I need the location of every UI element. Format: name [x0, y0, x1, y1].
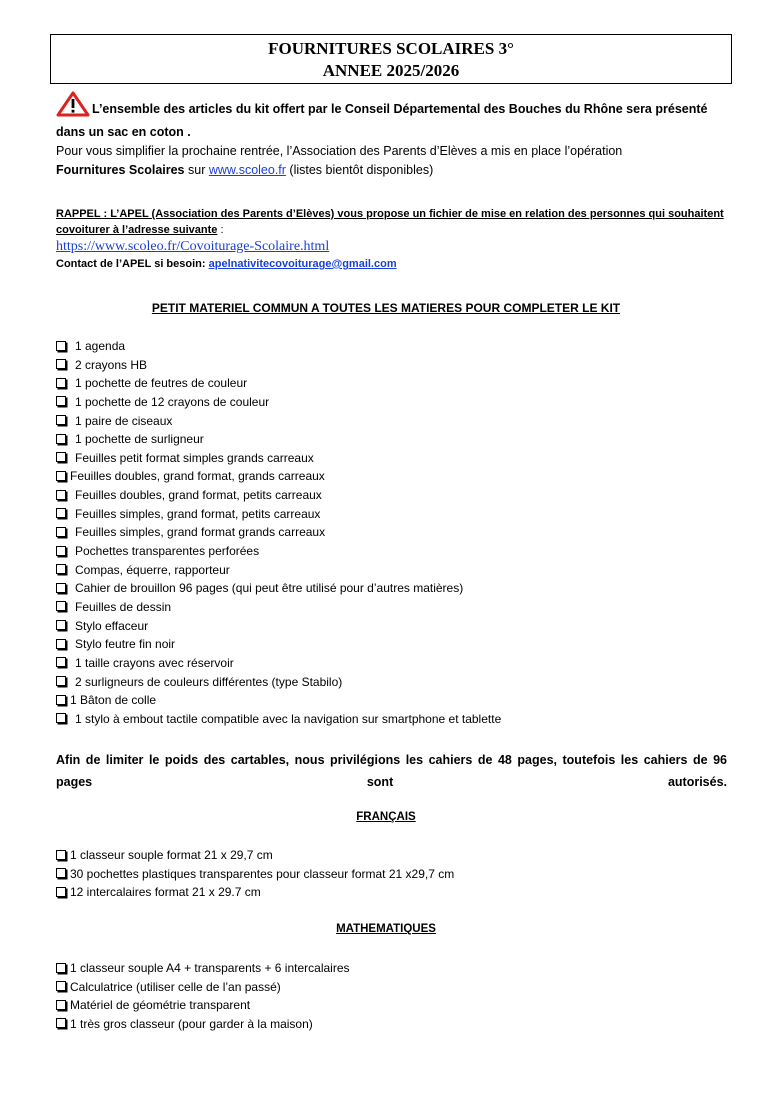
apel-operation-text: Pour vous simplifier la prochaine rentrée, l’Association des Parents d’Elèves a mis en place l’opération — [56, 144, 623, 158]
checkbox-icon — [56, 415, 66, 425]
list-item: 1 très gros classeur (pour garder à la maison) — [56, 1015, 350, 1034]
checkbox-icon — [56, 981, 66, 991]
carpool-url-link[interactable]: https://www.scoleo.fr/Covoiturage-Scolaire.html — [56, 239, 330, 254]
checkbox-icon — [56, 359, 66, 369]
list-item: Feuilles simples, grand format grands carreaux — [56, 523, 501, 542]
checkbox-icon — [56, 713, 66, 723]
checkbox-icon — [56, 434, 66, 444]
checkbox-icon — [56, 676, 66, 686]
checkbox-icon — [56, 396, 66, 406]
warning-icon — [56, 91, 90, 123]
list-item: Stylo feutre fin noir — [56, 635, 501, 654]
list-item: 1 pochette de surligneur — [56, 430, 501, 449]
list-item: Feuilles doubles, grand format, grands carreaux — [56, 467, 501, 486]
checkbox-icon — [56, 657, 66, 667]
checkbox-icon — [56, 490, 66, 500]
list-item: 2 surligneurs de couleurs différentes (type Stabilo) — [56, 673, 501, 692]
list-item: 1 pochette de feutres de couleur — [56, 374, 501, 393]
carpool-reminder — [56, 206, 746, 272]
checkbox-icon — [56, 850, 66, 860]
checkbox-icon — [56, 639, 66, 649]
list-item: 1 pochette de 12 crayons de couleur — [56, 393, 501, 412]
checkbox-icon — [56, 341, 66, 351]
list-item: Feuilles petit format simples grands carreaux — [56, 449, 501, 468]
sur-text: sur — [184, 163, 209, 177]
list-item: Feuilles doubles, grand format, petits carreaux — [56, 486, 501, 505]
francais-section-title: FRANÇAIS — [356, 811, 416, 823]
common-section-title: PETIT MATERIEL COMMUN A TOUTES LES MATIERES POUR COMPLETER LE KIT — [151, 301, 621, 315]
list-item: Matériel de géométrie transparent — [56, 996, 350, 1015]
kit-notice — [56, 91, 736, 180]
fournitures-label: Fournitures Scolaires — [56, 163, 185, 177]
common-checklist — [56, 337, 501, 728]
maths-section-title: MATHEMATIQUES — [336, 923, 436, 935]
checkbox-icon — [56, 452, 66, 462]
page-title-box — [50, 34, 732, 84]
list-item: 1 Bâton de colle — [56, 691, 501, 710]
checkbox-icon — [56, 1000, 66, 1010]
page-title: FOURNITURES SCOLAIRES 3° — [268, 39, 514, 58]
contact-label: Contact de l’APEL si besoin: — [56, 258, 206, 270]
checkbox-icon — [56, 471, 66, 481]
list-item: Feuilles de dessin — [56, 598, 501, 617]
checkbox-icon — [56, 887, 66, 897]
list-item: 1 classeur souple format 21 x 29,7 cm — [56, 846, 454, 865]
list-item: 1 classeur souple A4 + transparents + 6 intercalaires — [56, 959, 350, 978]
list-item: 1 stylo à embout tactile compatible avec la navigation sur smartphone et tablette — [56, 710, 501, 729]
list-item: Stylo effaceur — [56, 617, 501, 636]
list-item: 1 agenda — [56, 337, 501, 356]
list-item: 1 paire de ciseaux — [56, 412, 501, 431]
list-item: Cahier de brouillon 96 pages (qui peut être utilisé pour d’autres matières) — [56, 579, 501, 598]
list-item: Calculatrice (utiliser celle de l’an passé) — [56, 978, 350, 997]
list-item: 2 crayons HB — [56, 356, 501, 375]
kit-notice-text: L’ensemble des articles du kit offert par le Conseil Départemental des Bouches du Rhône sera présenté dans un sac en coton . — [56, 102, 708, 139]
list-item: Pochettes transparentes perforées — [56, 542, 501, 561]
list-item: 12 intercalaires format 21 x 29.7 cm — [56, 883, 454, 902]
checkbox-icon — [56, 1018, 66, 1028]
list-item: Feuilles simples, grand format, petits carreaux — [56, 505, 501, 524]
checkbox-icon — [56, 601, 66, 611]
checkbox-icon — [56, 527, 66, 537]
checkbox-icon — [56, 378, 66, 388]
contact-email-link[interactable]: apelnativitecovoiturage@gmail.com — [208, 258, 397, 270]
checkbox-icon — [56, 620, 66, 630]
checkbox-icon — [56, 508, 66, 518]
list-item: 30 pochettes plastiques transparentes pour classeur format 21 x29,7 cm — [56, 865, 454, 884]
checkbox-icon — [56, 868, 66, 878]
checkbox-icon — [56, 963, 66, 973]
checkbox-icon — [56, 695, 66, 705]
checkbox-icon — [56, 583, 66, 593]
list-item: Compas, équerre, rapporteur — [56, 561, 501, 580]
lists-soon-text: (listes bientôt disponibles) — [285, 163, 434, 177]
carpool-text: RAPPEL : L’APEL (Association des Parents d’Elèves) vous propose un fichier de mise en relation des personnes qui souhaitent covoiturer à l’adresse suivante — [56, 208, 724, 236]
weight-notice: Afin de limiter le poids des cartables, nous privilégions les cahiers de 48 pages, toutefois les cahiers de 96 pages sont autorisés. — [56, 753, 727, 789]
francais-checklist — [56, 846, 454, 902]
list-item: 1 taille crayons avec réservoir — [56, 654, 501, 673]
carpool-colon: : — [217, 224, 224, 236]
school-year: ANNEE 2025/2026 — [322, 61, 460, 80]
maths-checklist — [56, 959, 350, 1034]
checkbox-icon — [56, 546, 66, 556]
scoleo-link[interactable]: www.scoleo.fr — [208, 163, 286, 177]
checkbox-icon — [56, 564, 66, 574]
